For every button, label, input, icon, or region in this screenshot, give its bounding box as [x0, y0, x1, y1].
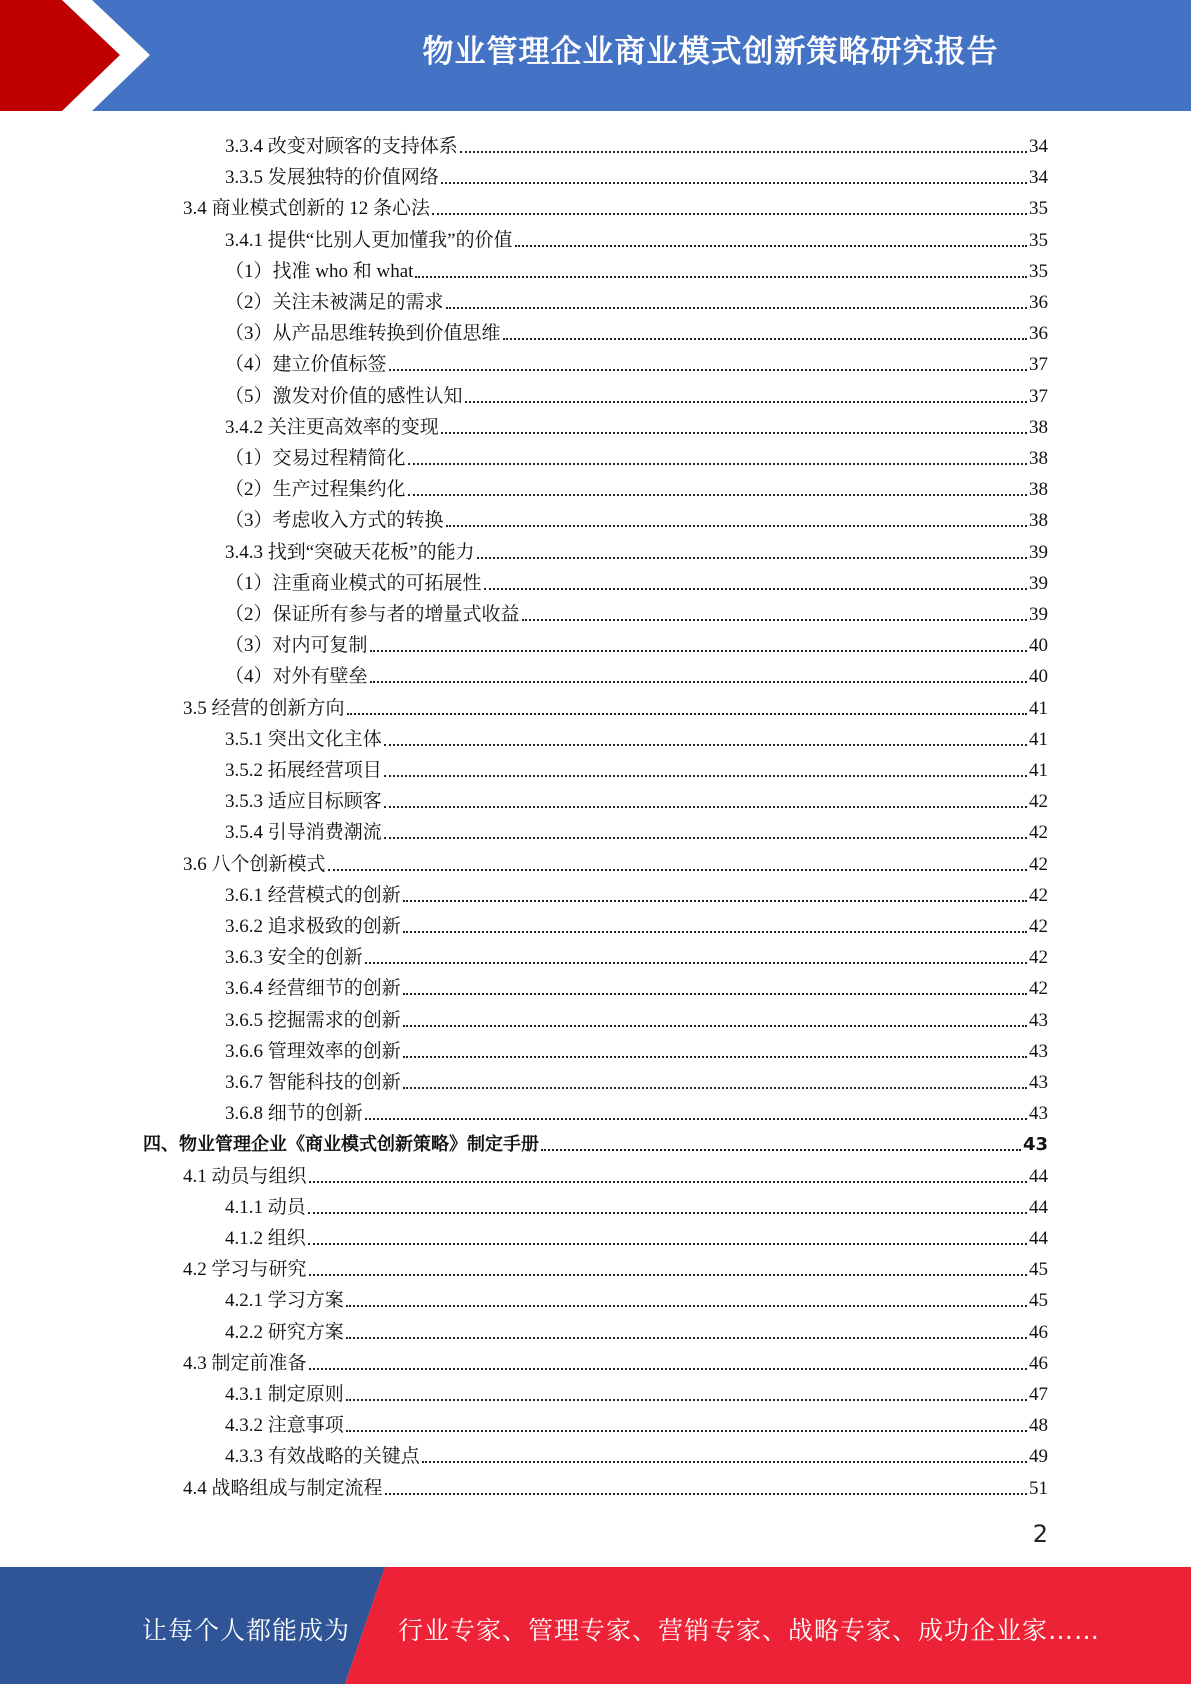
toc-entry-page: 39	[1029, 604, 1048, 625]
toc-entry-title: 3.6.5 挖掘需求的创新	[225, 1009, 401, 1031]
toc-entry-page: 37	[1029, 385, 1048, 407]
toc-dot-leader	[365, 1117, 1027, 1120]
toc-entry[interactable]	[225, 1407, 1048, 1438]
toc-entry-page: 35	[1029, 229, 1048, 251]
toc-entry[interactable]	[225, 908, 1048, 939]
toc-dot-leader	[465, 400, 1027, 403]
toc-entry-page: 44	[1029, 1196, 1048, 1218]
toc-entry-page: 40	[1029, 666, 1048, 688]
toc-entry[interactable]	[183, 190, 1048, 221]
toc-dot-leader	[484, 587, 1027, 590]
toc-entry-title: 4.2.2 研究方案	[225, 1321, 344, 1343]
toc-entry-page: 43	[1029, 1103, 1048, 1125]
toc-entry-title: （5）激发对价值的感性认知	[225, 385, 463, 407]
toc-dot-leader	[384, 805, 1027, 808]
toc-entry[interactable]	[225, 1220, 1048, 1251]
toc-entry[interactable]	[225, 1095, 1048, 1126]
toc-entry-title: （1）交易过程精简化	[225, 448, 406, 469]
toc-entry-title: 四、物业管理企业《商业模式创新策略》制定手册	[143, 1134, 539, 1156]
toc-entry-title: 3.4 商业模式创新的 12 条心法	[183, 198, 431, 220]
toc-entry-title: 4.2.1 学习方案	[225, 1290, 344, 1312]
toc-entry[interactable]	[225, 783, 1048, 814]
toc-entry-page: 44	[1029, 1228, 1048, 1249]
toc-entry-title: 3.4.3 找到“突破天花板”的能力	[225, 541, 475, 563]
page-header	[0, 0, 1191, 111]
toc-entry-page: 48	[1029, 1415, 1048, 1437]
toc-dot-leader	[403, 899, 1027, 902]
toc-entry-page: 42	[1029, 916, 1048, 937]
toc-dot-leader	[403, 992, 1027, 995]
toc-dot-leader	[403, 1086, 1027, 1089]
toc-entry-title: （3）对内可复制	[225, 635, 368, 657]
toc-entry-title: 3.6.2 追求极致的创新	[225, 916, 401, 937]
toc-entry-title: 3.5.3 适应目标顾客	[225, 791, 382, 813]
toc-entry[interactable]	[225, 284, 1048, 315]
toc-entry-page: 43	[1029, 1040, 1048, 1062]
toc-dot-leader	[403, 1024, 1027, 1027]
toc-entry[interactable]	[225, 565, 1048, 596]
footer-slogan-left: 让每个人都能成为	[142, 1616, 351, 1645]
toc-entry-title: 4.3.3 有效战略的关键点	[225, 1446, 420, 1468]
toc-entry[interactable]	[225, 814, 1048, 845]
toc-entry-title: 4.2 学习与研究	[183, 1259, 307, 1281]
toc-dot-leader	[309, 1180, 1027, 1183]
toc-entry-title: （4）建立价值标签	[225, 354, 387, 376]
toc-entry-page: 46	[1029, 1321, 1048, 1343]
toc-entry-page: 45	[1029, 1259, 1048, 1281]
toc-dot-leader	[365, 961, 1027, 964]
toc-entry-title: 4.3.2 注意事项	[225, 1415, 344, 1437]
toc-entry[interactable]	[225, 502, 1048, 533]
toc-entry-title: 3.5.1 突出文化主体	[225, 728, 382, 750]
toc-entry-title: 3.6.7 智能科技的创新	[225, 1072, 401, 1093]
toc-entry-title: （1）注重商业模式的可拓展性	[225, 572, 482, 594]
toc-dot-leader	[384, 743, 1027, 746]
toc-entry-page: 39	[1029, 572, 1048, 594]
toc-entry-title: 3.3.4 改变对顾客的支持体系	[225, 136, 458, 157]
toc-entry[interactable]	[225, 222, 1048, 253]
toc-entry-title: （1）找准 who 和 what	[225, 260, 414, 282]
toc-entry-page: 42	[1029, 791, 1048, 813]
toc-entry[interactable]	[225, 346, 1048, 377]
toc-dot-leader	[384, 836, 1027, 839]
toc-entry-title: 4.3 制定前准备	[183, 1352, 307, 1374]
toc-entry-title: 3.3.5 发展独特的价值网络	[225, 167, 439, 189]
toc-entry-page: 51	[1029, 1477, 1048, 1499]
toc-entry[interactable]	[225, 534, 1048, 565]
toc-entry[interactable]	[225, 970, 1048, 1001]
toc-dot-leader	[522, 618, 1027, 621]
toc-dot-leader	[308, 1211, 1027, 1214]
toc-entry-page: 41	[1029, 697, 1048, 719]
toc-entry-page: 45	[1029, 1290, 1048, 1312]
toc-dot-leader	[415, 275, 1027, 278]
toc-dot-leader	[346, 1398, 1027, 1401]
toc-entry[interactable]	[183, 1345, 1048, 1376]
toc-entry[interactable]	[225, 440, 1048, 471]
toc-dot-leader	[370, 680, 1027, 683]
toc-dot-leader	[477, 556, 1027, 559]
toc-entry[interactable]	[183, 846, 1048, 877]
toc-dot-leader	[403, 1055, 1027, 1058]
toc-entry-title: （3）考虑收入方式的转换	[225, 510, 444, 532]
toc-dot-leader	[346, 1336, 1027, 1339]
toc-entry[interactable]	[225, 939, 1048, 970]
toc-entry-title: 3.6.6 管理效率的创新	[225, 1040, 401, 1062]
toc-entry-page: 34	[1029, 167, 1048, 189]
toc-entry-page: 36	[1029, 323, 1048, 345]
toc-dot-leader	[309, 1367, 1027, 1370]
toc-entry[interactable]	[225, 378, 1048, 409]
toc-entry-title: （2）保证所有参与者的增量式收益	[225, 604, 520, 625]
toc-entry-title: 3.6.8 细节的创新	[225, 1103, 363, 1125]
toc-dot-leader	[515, 244, 1027, 247]
page-footer	[0, 1567, 1191, 1684]
toc-entry-page: 42	[1029, 884, 1048, 906]
toc-entry[interactable]	[225, 658, 1048, 689]
toc-entry-page: 49	[1029, 1446, 1048, 1468]
toc-entry-title: 4.3.1 制定原则	[225, 1384, 344, 1405]
toc-entry-title: 3.5.4 引导消费潮流	[225, 822, 382, 844]
toc-entry-title: 3.5.2 拓展经营项目	[225, 760, 382, 781]
toc-dot-leader	[347, 712, 1027, 715]
toc-dot-leader	[408, 493, 1027, 496]
toc-entry[interactable]	[225, 1314, 1048, 1345]
toc-dot-leader	[346, 1429, 1027, 1432]
toc-entry-title: 3.6.1 经营模式的创新	[225, 884, 401, 906]
toc-dot-leader	[503, 337, 1027, 340]
toc-entry-page: 42	[1029, 853, 1048, 875]
toc-entry[interactable]	[225, 128, 1048, 159]
toc-entry[interactable]	[225, 1376, 1048, 1407]
toc-entry-title: 3.6.4 经营细节的创新	[225, 978, 401, 1000]
toc-entry-page: 38	[1029, 510, 1048, 532]
toc-entry-title: 4.1 动员与组织	[183, 1165, 307, 1187]
toc-dot-leader	[403, 930, 1027, 933]
toc-entry-title: 3.4.2 关注更高效率的变现	[225, 416, 439, 438]
toc-entry[interactable]	[183, 1158, 1048, 1189]
toc-entry-page: 43	[1022, 1134, 1048, 1156]
toc-dot-leader	[422, 1460, 1027, 1463]
toc-entry[interactable]	[225, 253, 1048, 284]
toc-entry-title: 4.1.1 动员	[225, 1196, 306, 1218]
toc-entry[interactable]	[183, 690, 1048, 721]
toc-dot-leader	[309, 1273, 1027, 1276]
toc-dot-leader	[446, 524, 1027, 527]
toc-entry-page: 43	[1029, 1072, 1048, 1093]
toc-entry[interactable]	[225, 1033, 1048, 1064]
toc-entry-title: （2）关注未被满足的需求	[225, 292, 444, 313]
toc-entry[interactable]	[225, 1189, 1048, 1220]
toc-entry-page: 35	[1029, 198, 1048, 220]
toc-entry[interactable]	[225, 1064, 1048, 1095]
toc-dot-leader	[441, 181, 1027, 184]
toc-dot-leader	[346, 1304, 1027, 1307]
toc-entry-title: 3.6 八个创新模式	[183, 853, 326, 875]
toc-entry-title: 3.4.1 提供“比别人更加懂我”的价值	[225, 229, 513, 251]
toc-entry-page: 38	[1029, 479, 1048, 501]
toc-dot-leader	[446, 306, 1027, 309]
toc-entry[interactable]	[225, 596, 1048, 627]
toc-dot-leader	[441, 431, 1027, 434]
toc-entry-title: 3.6.3 安全的创新	[225, 947, 363, 969]
toc-entry-page: 46	[1029, 1352, 1048, 1374]
toc-dot-leader	[385, 1492, 1027, 1495]
footer-slogan-right: 行业专家、管理专家、营销专家、战略专家、成功企业家……	[398, 1616, 1101, 1645]
toc-dot-leader	[389, 368, 1027, 371]
toc-entry[interactable]	[225, 1438, 1048, 1469]
toc-entry[interactable]	[225, 627, 1048, 658]
toc-entry-page: 36	[1029, 292, 1048, 313]
toc-entry-page: 40	[1029, 635, 1048, 657]
toc-entry-page: 41	[1029, 760, 1048, 781]
page-number: 2	[1032, 1520, 1048, 1548]
toc-entry[interactable]	[225, 721, 1048, 752]
toc-entry[interactable]	[225, 752, 1048, 783]
toc-entry-page: 47	[1029, 1384, 1048, 1405]
toc-entry[interactable]	[143, 1126, 1048, 1157]
toc-entry[interactable]	[225, 1002, 1048, 1033]
toc-entry-title: 3.5 经营的创新方向	[183, 697, 345, 719]
toc-entry[interactable]	[225, 877, 1048, 908]
toc-entry-page: 44	[1029, 1165, 1048, 1187]
toc-dot-leader	[308, 1242, 1027, 1245]
toc-entry-page: 42	[1029, 822, 1048, 844]
toc-entry-title: 4.4 战略组成与制定流程	[183, 1477, 383, 1499]
toc-dot-leader	[460, 150, 1027, 153]
toc-entry-title: 4.1.2 组织	[225, 1228, 306, 1249]
toc-entry[interactable]	[225, 315, 1048, 346]
toc-entry[interactable]	[183, 1251, 1048, 1282]
toc-entry-page: 39	[1029, 541, 1048, 563]
toc-dot-leader	[384, 774, 1027, 777]
toc-entry[interactable]	[225, 409, 1048, 440]
toc-dot-leader	[408, 462, 1027, 465]
toc-entry-page: 42	[1029, 978, 1048, 1000]
toc-entry-page: 42	[1029, 947, 1048, 969]
header-title: 物业管理企业商业模式创新策略研究报告	[422, 34, 999, 70]
toc-dot-leader	[541, 1148, 1021, 1151]
toc-entry[interactable]	[225, 471, 1048, 502]
toc-entry[interactable]	[225, 1282, 1048, 1313]
toc-entry-title: （4）对外有壁垒	[225, 666, 368, 688]
toc-entry-page: 38	[1029, 448, 1048, 469]
toc-dot-leader	[432, 212, 1027, 215]
toc-entry-page: 35	[1029, 260, 1048, 282]
toc-entry-title: （3）从产品思维转换到价值思维	[225, 323, 501, 345]
toc-entry-page: 37	[1029, 354, 1048, 376]
toc-dot-leader	[370, 649, 1027, 652]
toc-entry-page: 38	[1029, 416, 1048, 438]
toc-dot-leader	[328, 868, 1027, 871]
toc-entry-page: 43	[1029, 1009, 1048, 1031]
toc-entry-page: 41	[1029, 728, 1048, 750]
toc-entry[interactable]	[225, 159, 1048, 190]
toc-entry-page: 34	[1029, 136, 1048, 157]
toc-entry-title: （2）生产过程集约化	[225, 479, 406, 501]
toc-entry[interactable]	[183, 1470, 1048, 1501]
